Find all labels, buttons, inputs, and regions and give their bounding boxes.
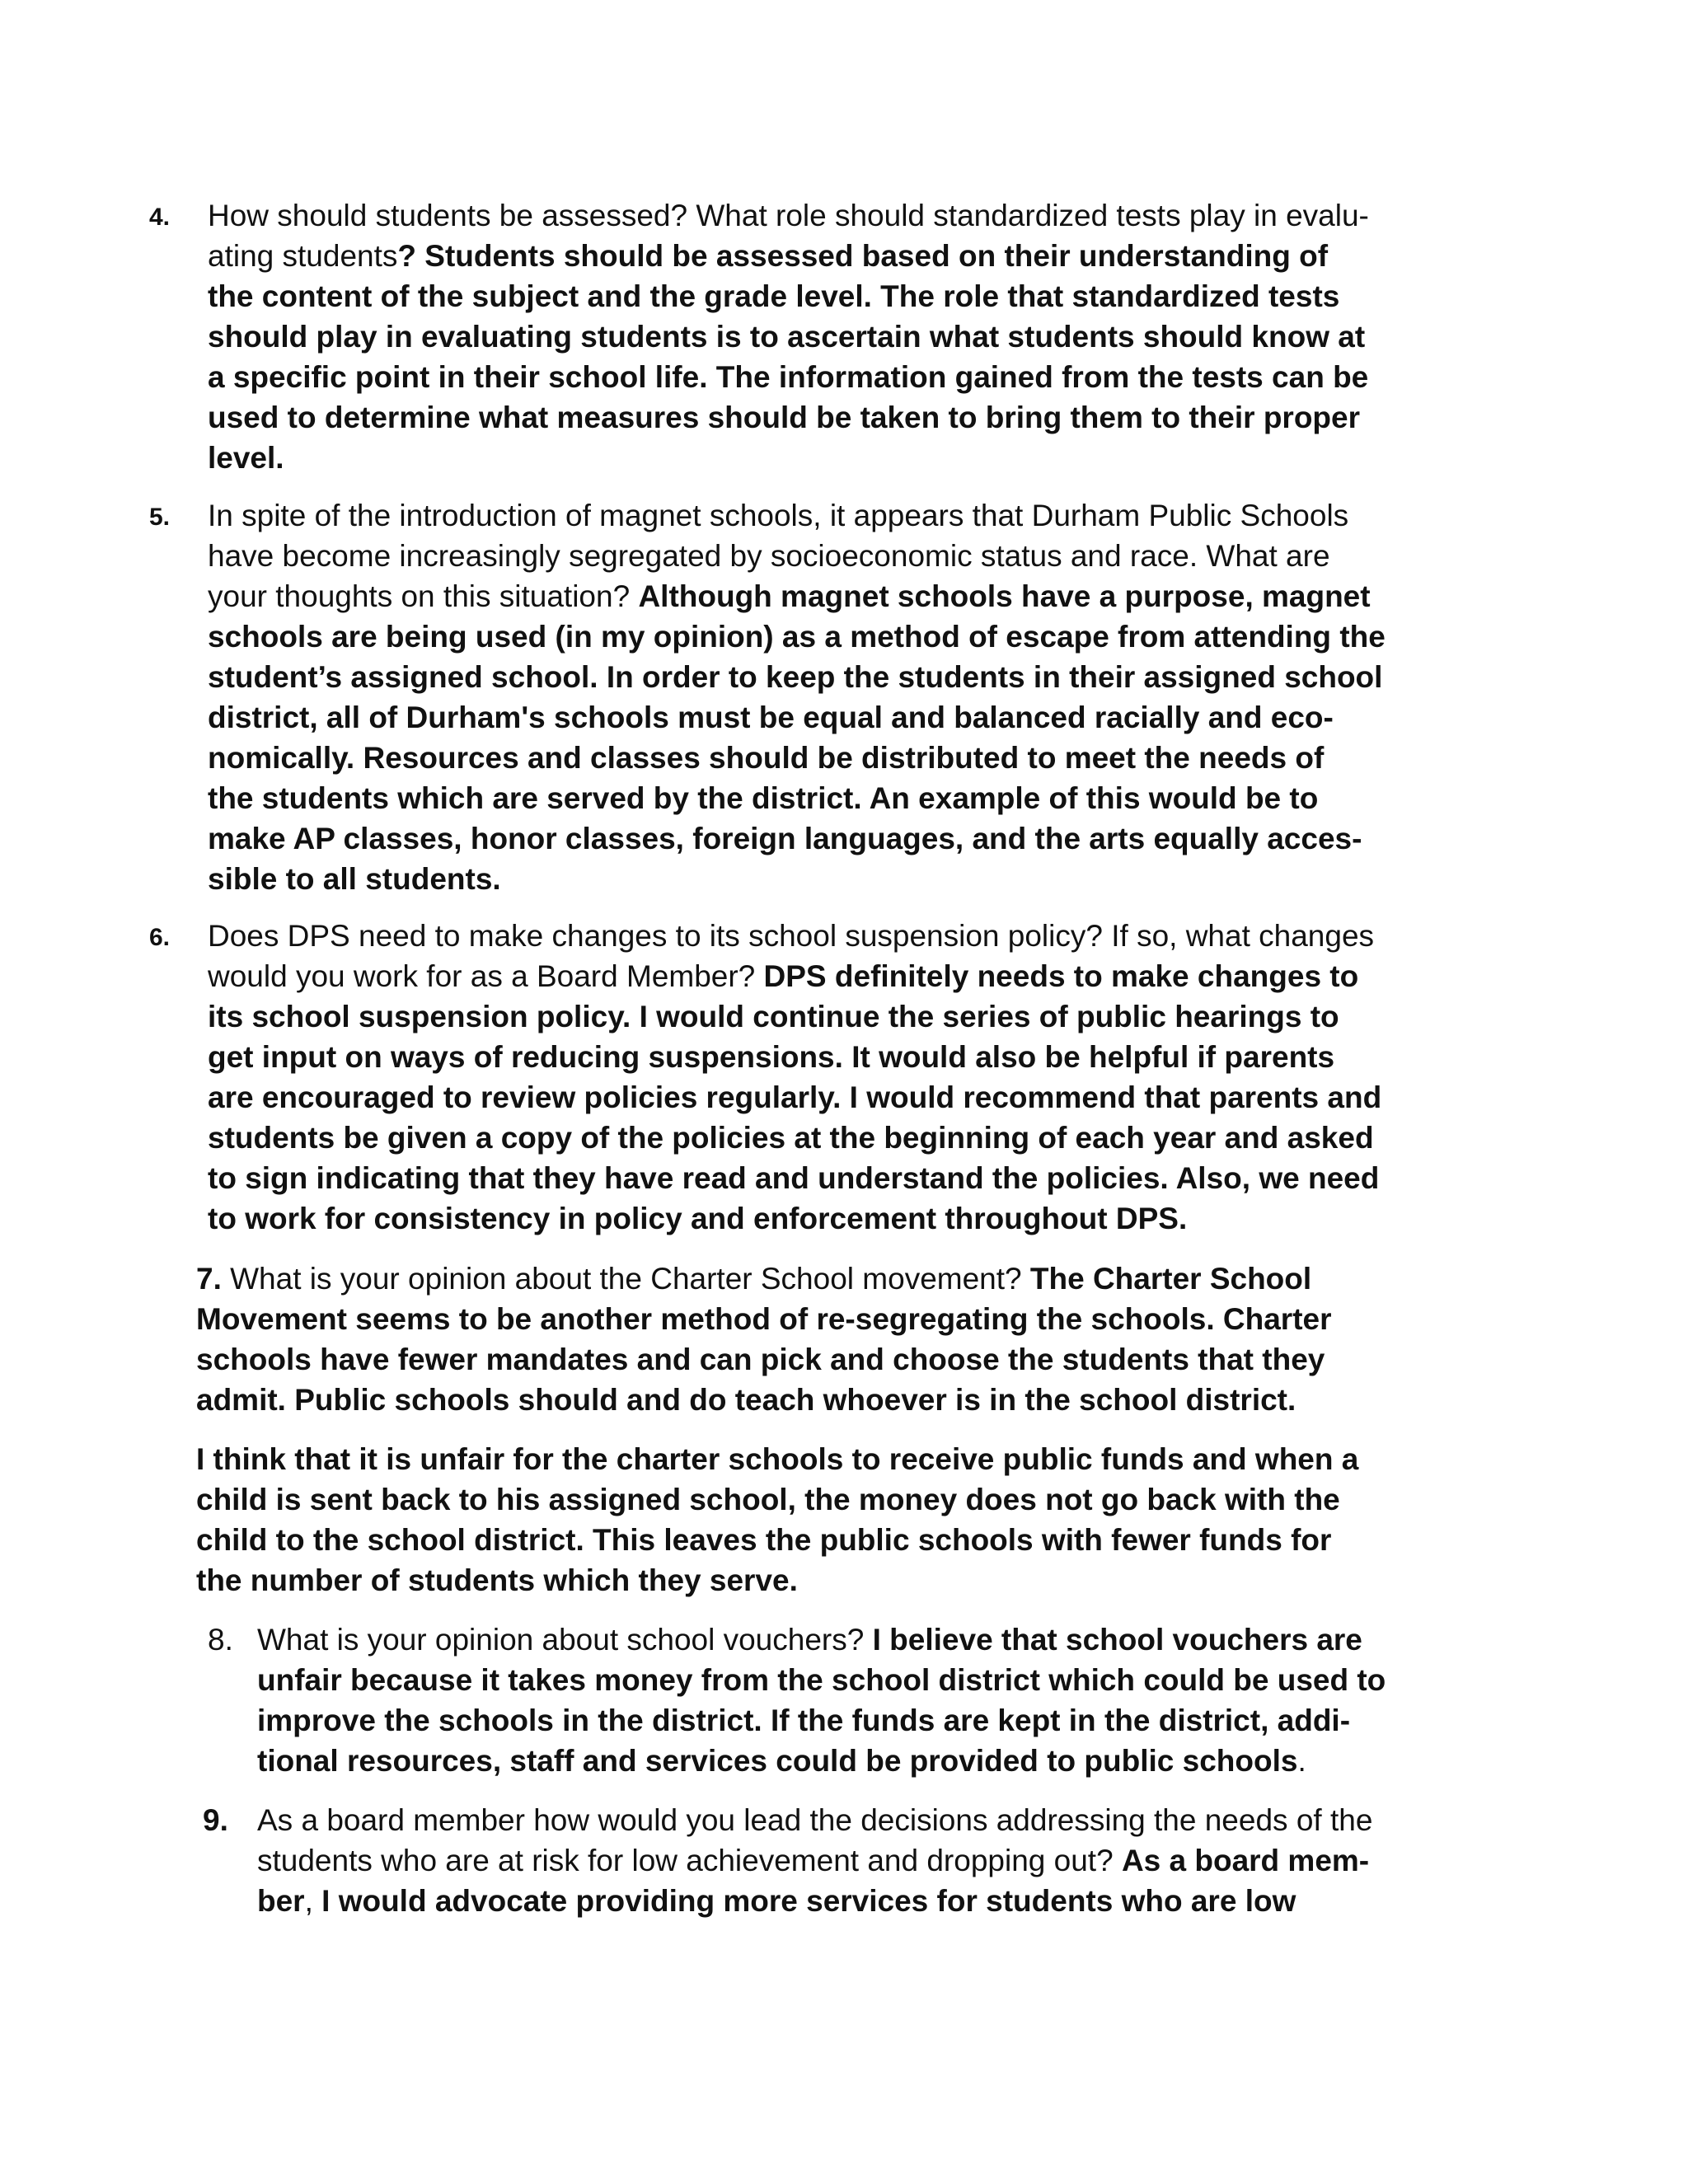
answer-text: used to determine what measures should be taken to bring them to their proper [208,401,1360,434]
text-line [257,1700,1386,1741]
text-line [257,1660,1386,1700]
answer-text: schools have fewer mandates and can pick and choose the students that they [196,1343,1325,1376]
text-line [257,1881,1372,1921]
text-line [208,1198,1381,1239]
answer-text: I would advocate providing more services for students who are low [321,1884,1296,1918]
text-line [208,397,1369,438]
answer-text: The Charter School [1029,1262,1312,1296]
text-line [196,1479,1358,1520]
text-line [208,657,1386,697]
question-text: Does DPS need to make changes to its school suspension policy? If so, what changes [208,919,1375,953]
text-line [196,1439,1358,1479]
answer-text: DPS definitely needs to make changes to [763,959,1359,993]
text-line [196,1380,1332,1420]
text-line [208,859,1386,899]
answer-text: its school suspension policy. I would continue the series of public hearings to [208,1000,1339,1033]
answer-text: admit. Public schools should and do teach whoever is in the school district. [196,1383,1296,1417]
answer-text: a specific point in their school life. The information gained from the tests can be [208,360,1369,394]
text-line [196,1339,1332,1380]
question-text: ating students [208,239,398,273]
answer-text: sible to all students. [208,862,501,896]
answer-text: unfair because it takes money from the school district which could be used to [257,1663,1386,1697]
question-text: What is your opinion about the Charter School movement? [221,1262,1030,1296]
answer-text: I believe that school vouchers are [872,1623,1362,1657]
question-text: have become increasingly segregated by socioeconomic status and race. What are [208,539,1330,573]
answer-text: student’s assigned school. In order to keep the students in their assigned school [208,660,1383,694]
text-line [208,778,1386,818]
item-number: 6. [149,924,171,951]
answer-text: improve the schools in the district. If the funds are kept in the district, addi- [257,1704,1351,1737]
answer-text: nomically. Resources and classes should be distributed to meet the needs of [208,741,1325,775]
answer-text: get input on ways of reducing suspensions. It would also be helpful if parents [208,1040,1335,1074]
item-4-text [208,195,1369,478]
item-6-text [208,916,1381,1239]
text-line [208,1158,1381,1198]
item-number: 5. [149,504,171,531]
answer-text: Although magnet schools have a purpose, magnet [638,579,1371,613]
text-line [208,316,1369,357]
answer-text: ? Students should be assessed based on their understanding of [397,239,1329,273]
question-text: , [304,1884,322,1918]
question-text: What is your opinion about school vouchers? [257,1623,873,1657]
item-8-text [257,1619,1386,1781]
text-line [208,495,1386,536]
question-text: your thoughts on this situation? [208,579,639,613]
answer-text: I think that it is unfair for the charter schools to receive public funds and when a [196,1442,1359,1476]
text-line [208,616,1386,657]
question-text: students who are at risk for low achievement and dropping out? [257,1844,1122,1877]
answer-text: make AP classes, honor classes, foreign languages, and the arts equally acces- [208,822,1362,855]
answer-text: level. [208,441,284,475]
answer-text: to work for consistency in policy and enforcement throughout DPS. [208,1202,1188,1235]
question-text: . [1297,1744,1306,1778]
item-9-text [257,1800,1372,1921]
text-line [208,536,1386,576]
text-line [208,697,1386,738]
text-line [208,1118,1381,1158]
answer-text: the students which are served by the district. An example of this would be to [208,781,1319,815]
text-line [196,1520,1358,1560]
text-line [257,1741,1386,1781]
text-line [208,738,1386,778]
text-line [208,438,1369,478]
answer-text: child is sent back to his assigned school, the money does not go back with the [196,1483,1340,1516]
answer-text: to sign indicating that they have read and understand the policies. Also, we need [208,1161,1380,1195]
text-line [208,195,1369,236]
answer-text: should play in evaluating students is to ascertain what students should know at [208,320,1366,354]
text-line [208,276,1369,316]
item-number: 9. [203,1803,228,1837]
text-line [257,1840,1372,1881]
question-text: As a board member how would you lead the decisions addressing the needs of the [257,1803,1373,1837]
question-text: would you work for as a Board Member? [208,959,764,993]
item-7-text [196,1258,1332,1420]
answer-text: schools are being used (in my opinion) as a method of escape from attending the [208,620,1386,654]
text-line [208,956,1381,996]
question-text: How should students be assessed? What role should standardized tests play in evalu- [208,199,1369,232]
text-line [208,1037,1381,1077]
text-line [196,1258,1332,1299]
item-7-paragraph-2 [196,1439,1358,1601]
text-line [208,236,1369,276]
answer-text: are encouraged to review policies regularly. I would recommend that parents and [208,1080,1382,1114]
item-number: 8. [208,1623,233,1657]
answer-text: As a board mem- [1121,1844,1370,1877]
answer-text: the content of the subject and the grade level. The role that standardized tests [208,279,1340,313]
answer-text: students be given a copy of the policies at the beginning of each year and asked [208,1121,1374,1155]
text-line [208,1077,1381,1118]
text-line [196,1299,1332,1339]
answer-text: Movement seems to be another method of re-segregating the schools. Charter [196,1302,1332,1336]
answer-text: tional resources, staff and services could be provided to public schools [257,1744,1298,1778]
text-line [257,1619,1386,1660]
answer-text: child to the school district. This leaves the public schools with fewer funds for [196,1523,1332,1557]
text-line [257,1800,1372,1840]
question-text: In spite of the introduction of magnet schools, it appears that Durham Public Schools [208,499,1349,532]
answer-text: ber [257,1884,305,1918]
answer-text: 7. [196,1262,222,1296]
text-line [208,818,1386,859]
answer-text: district, all of Durham's schools must be equal and balanced racially and eco- [208,701,1334,734]
text-line [208,357,1369,397]
answer-text: the number of students which they serve. [196,1563,798,1597]
item-5-text [208,495,1386,899]
item-number: 4. [149,204,171,231]
text-line [208,916,1381,956]
text-line [208,996,1381,1037]
text-line [196,1560,1358,1601]
text-line [208,576,1386,616]
